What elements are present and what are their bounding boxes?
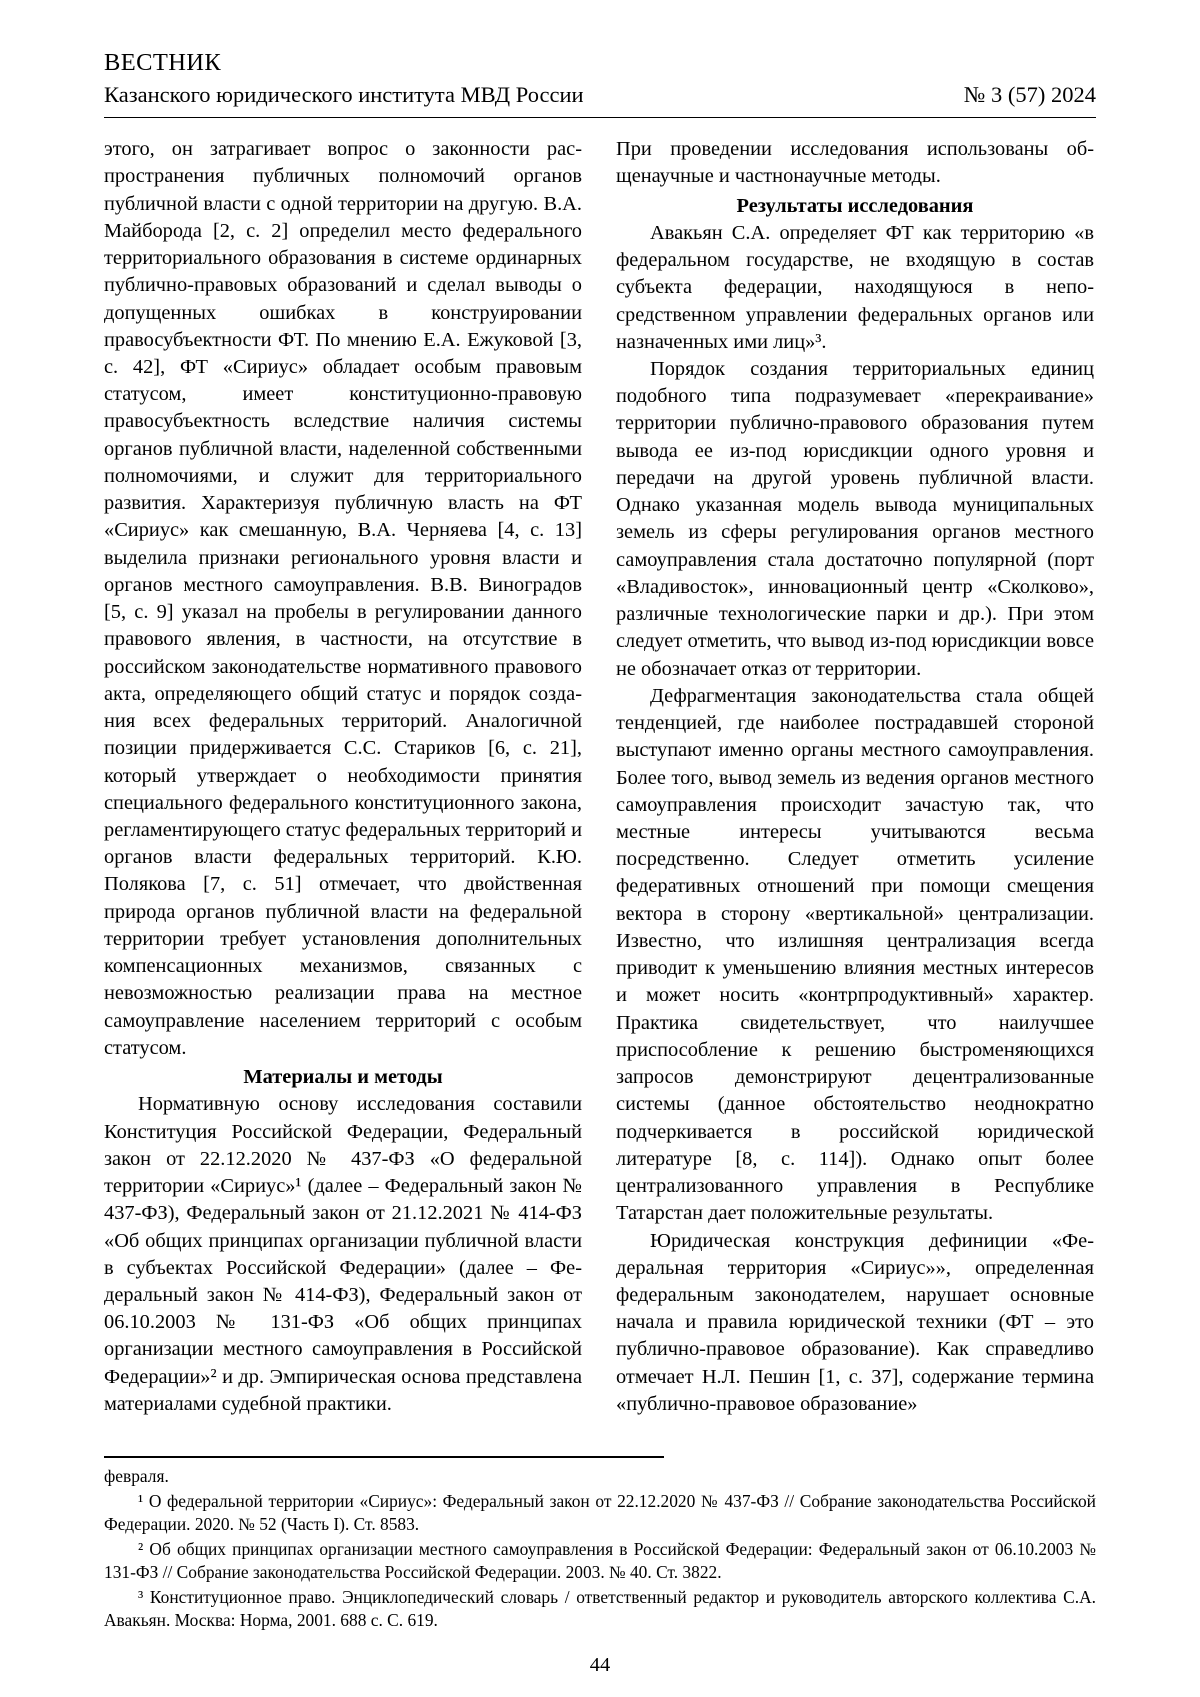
left-column bbox=[104, 136, 582, 1418]
journal-title: ВЕСТНИК bbox=[104, 49, 222, 76]
section-heading-results: Результаты исследования bbox=[736, 194, 974, 217]
header-left bbox=[104, 48, 1096, 109]
paragraph: Авакьян С.А. определяет ФТ как территорию «в федеральном государстве, не входящую в состав субъекта федерации, находящуюся в непосредственном управлении федеральных органов или назначенных ими лиц»³. bbox=[616, 221, 1094, 353]
footnote-item: ² Об общих принципах организации местного самоуправления в Российской Федерации: Федеральный закон от 06.10.2003 № 131-ФЗ // Собрание законодательства Российской Федерации. 2003. № 40. Ст. 3822. bbox=[104, 1539, 1096, 1583]
footnote-continuation: февраля. bbox=[104, 1465, 169, 1486]
paragraph: Юридическая конструкция дефиниции «Федеральная территория «Сириус»», определенная федеральным законодателем, нарушает основные начала и правила юридической техники (ФТ – это публично-правовое образование). Как справедливо отмечает Н.Л. Пешин [1, с. 37], содержание термина «публично-правовое образование» bbox=[616, 1229, 1094, 1415]
page-header bbox=[104, 48, 1096, 118]
footnotes-section bbox=[104, 1452, 1096, 1677]
footnote-item: ³ Конституционное право. Энциклопедический словарь / ответственный редактор и руководитель авторского коллектива С.А. Авакьян. Москва: Норма, 2001. 688 с. С. 619. bbox=[104, 1587, 1096, 1631]
right-column bbox=[616, 136, 1094, 1418]
journal-subtitle: Казанского юридического института МВД России bbox=[104, 81, 584, 107]
paragraph: Нормативную основу исследования составили Конституция Российской Федерации, Федеральный закон от 22.12.2020 № 437-ФЗ «О федеральной территории «Сириус»¹ (далее – Федеральный закон № 437-ФЗ), Федеральный закон от 21.12.2021 № 414-ФЗ «Об общих принципах организации публичной власти в субъектах Российской Федерации» (далее – Федеральный закон № 414-ФЗ), Федеральный закон от 06.10.2003 № 131-ФЗ «Об общих принципах организации местного самоуправления в Российской Федерации»² и др. Эмпирическая основа представлена материалами судебной практики. bbox=[104, 1093, 582, 1415]
section-heading-materials: Материалы и методы bbox=[243, 1066, 443, 1089]
paragraph: Порядок создания территориальных единиц подобного типа подразумевает «перекраивание» территории публично-правового образования путем вывода ее из-под юрисдикции одного уровня и передачи на другой уровень публичной власти. Однако указанная модель вывода муниципальных земель из сферы регулирования органов местного самоуправления стала достаточно популярной (порт «Владивосток», инновационный центр «Сколково», различные технологические парки и др.). При этом следует отметить, что вывод из-под юрисдикции вовсе не обозначает отказ от территории. bbox=[616, 358, 1094, 680]
page-number: 44 bbox=[589, 1654, 611, 1676]
article-columns bbox=[104, 136, 1096, 1418]
paragraph: этого, он затрагивает вопрос о законности распространения публичных полномочий органов публичной власти с одной территории на другую. В.А. Майборода [2, с. 2] определил место федерального территориального образования в системе ординарных публично-правовых образований и сделал выводы о допущенных ошибках в конструировании правосубъектности ФТ. По мнению Е.А. Ежуковой [3, с. 42], ФТ «Сириус» обладает особым правовым статусом, имеет конституционно-правовую правосубъектность вследствие наличия системы органов публичной власти, наделенной собственными полномочиями, и служит для территориального развития. Характеризуя публичную власть на ФТ «Сириус» как смешанную, В.А. Черняева [4, с. 13] выделила признаки регионального уровня власти и органов местного самоуправления. В.В. Виноградов [5, с. 9] указал на пробелы в регулировании данного правового явления, в частности, на отсутствие в российском законодательстве нормативного правового акта, определяющего общий статус и порядок создания всех федеральных территорий. Аналогичной позиции придерживается С.С. Стариков [6, с. 21], который утверждает о необходимости принятия специального федерального конституционного закона, регламентирующего статус федеральных территорий и органов власти федеральных территорий. К.Ю. Полякова [7, с. 51] отмечает, что двойственная природа органов публичной власти на федеральной территории требует установления дополнительных компенсационных механизмов, связанных с невозможностью реализации права на местное самоуправление населением территорий с особым статусом. bbox=[104, 138, 582, 1059]
footnote-divider bbox=[104, 1456, 664, 1457]
issue-number: № 3 (57) 2024 bbox=[963, 82, 1096, 108]
paragraph: При проведении исследования использованы общенаучные и частнонаучные методы. bbox=[616, 138, 1094, 188]
footnote-item: ¹ О федеральной территории «Сириус»: Федеральный закон от 22.12.2020 № 437-ФЗ // Собрание законодательства Российской Федерации. 2020. № 52 (Часть I). Ст. 8583. bbox=[104, 1491, 1096, 1535]
paragraph: Дефрагментация законодательства стала общей тенденцией, где наиболее пострадавшей стороной выступают именно органы местного самоуправления. Более того, вывод земель из ведения органов местного самоуправления происходит зачастую так, что местные интересы учитываются весьма посредственно. Следует отметить усиление федеративных отношений при помощи смещения вектора в сторону «вертикальной» централизации. Известно, что излишняя централизация всегда приводит к уменьшению влияния местных интересов и может носить «контрпродуктивный» характер. Практика свидетельствует, что наилучшее приспособление к решению быстроменяющихся запросов демонстрируют децентрализованные системы (данное обстоятельство неоднократно подчеркивается в российской юридической литературе [8, с. 114]). Однако опыт более централизованного управления в Республике Татарстан дает положительные результаты. bbox=[616, 684, 1094, 1225]
